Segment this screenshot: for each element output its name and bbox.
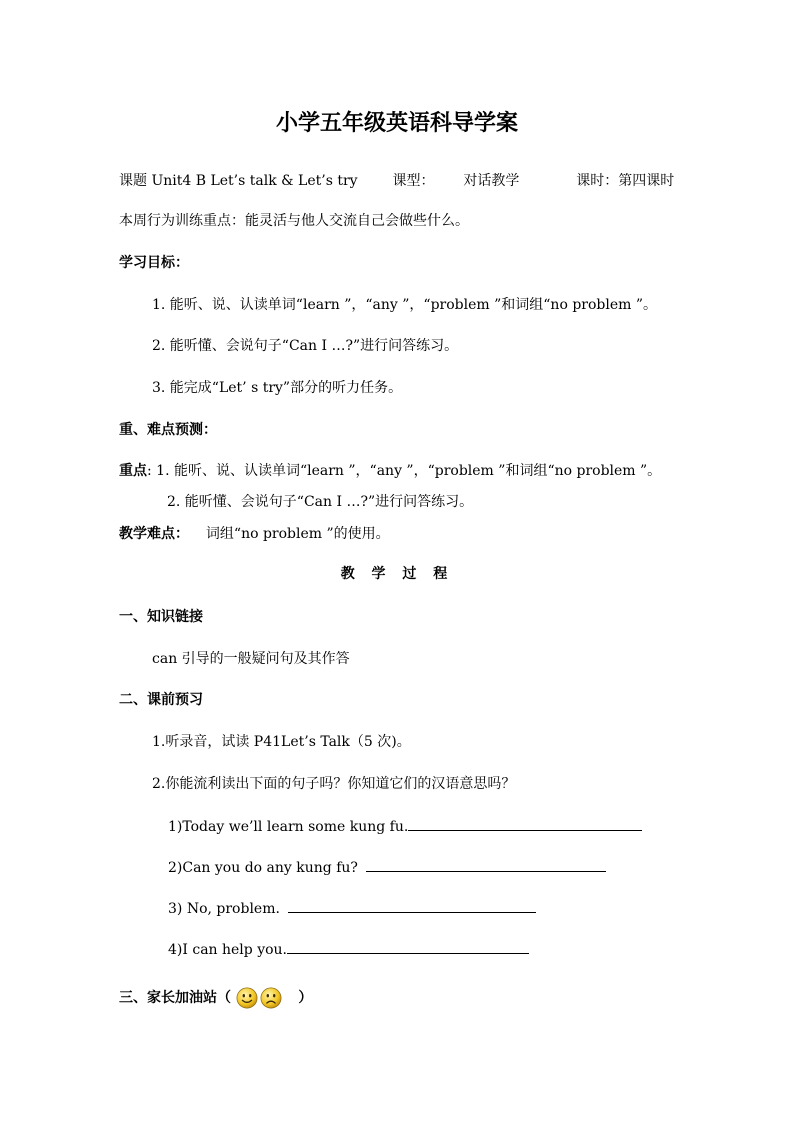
sad-face-icon bbox=[260, 987, 282, 1009]
lesson-type-value: 对话教学 bbox=[463, 173, 520, 189]
section3-line bbox=[119, 986, 312, 1010]
objectives-heading: 学习目标： bbox=[119, 255, 189, 271]
preview-item-2: 2.你能流利读出下面的句子吗？你知道它们的汉语意思吗？ bbox=[152, 776, 516, 792]
sentence-row bbox=[168, 939, 529, 960]
answer-blank[interactable] bbox=[288, 898, 536, 913]
sentence-text: 1)Today we’ll learn some kung fu. bbox=[168, 819, 409, 835]
sentence-text: 2)Can you do any kung fu? bbox=[168, 860, 358, 876]
lesson-topic: 课题 Unit4 B Let’s talk & Let’s try bbox=[119, 173, 358, 189]
focus-text-1: : 1. 能听、说、认读单词“learn ”，“any ”，“problem ”和词组“no problem ”。 bbox=[147, 463, 662, 479]
focus-line-2: 2. 能听懂、会说句子“Can I …?”进行问答练习。 bbox=[167, 494, 474, 510]
sentence-text: 4)I can help you. bbox=[168, 942, 287, 958]
section3-close: ） bbox=[298, 990, 313, 1006]
section2-heading: 二、课前预习 bbox=[119, 692, 203, 708]
sentence-row bbox=[168, 898, 536, 919]
weekly-focus: 本周行为训练重点：能灵活与他人交流自己会做些什么。 bbox=[119, 213, 469, 229]
sentence-row bbox=[168, 857, 606, 878]
answer-blank[interactable] bbox=[287, 939, 529, 954]
difficulty-line bbox=[119, 524, 390, 544]
objective-item: 1. 能听、说、认读单词“learn ”，“any ”，“problem ”和词组“no problem ”。 bbox=[152, 297, 658, 313]
focus-line-1 bbox=[119, 461, 661, 481]
objective-item: 2. 能听懂、会说句子“Can I …?”进行问答练习。 bbox=[152, 338, 459, 354]
lesson-type-label: 课型： bbox=[392, 173, 435, 189]
difficulty-text: 词组“no problem ”的使用。 bbox=[205, 526, 390, 542]
sentence-text: 3) No, problem. bbox=[168, 901, 280, 917]
preview-item-1: 1.听录音，试读 P41Let’s Talk（5 次)。 bbox=[152, 734, 411, 750]
page-title: 小学五年级英语科导学案 bbox=[275, 110, 518, 136]
sentence-row bbox=[168, 816, 642, 837]
answer-blank[interactable] bbox=[408, 816, 642, 831]
difficulty-label: 教学难点： bbox=[119, 526, 189, 542]
lesson-header bbox=[119, 171, 674, 191]
answer-blank[interactable] bbox=[366, 857, 606, 872]
process-heading: 教 学 过 程 bbox=[340, 566, 454, 582]
focus-label: 重点 bbox=[119, 463, 147, 479]
section1-heading: 一、知识链接 bbox=[119, 609, 203, 625]
section3-heading: 三、家长加油站（ bbox=[119, 990, 231, 1006]
objective-item: 3. 能完成“Let’ s try”部分的听力任务。 bbox=[152, 380, 403, 396]
section1-text: can 引导的一般疑问句及其作答 bbox=[152, 651, 350, 667]
smiley-face-icon bbox=[236, 987, 258, 1009]
key-points-heading: 重、难点预测： bbox=[119, 422, 217, 438]
lesson-period: 课时：第四课时 bbox=[576, 173, 675, 189]
